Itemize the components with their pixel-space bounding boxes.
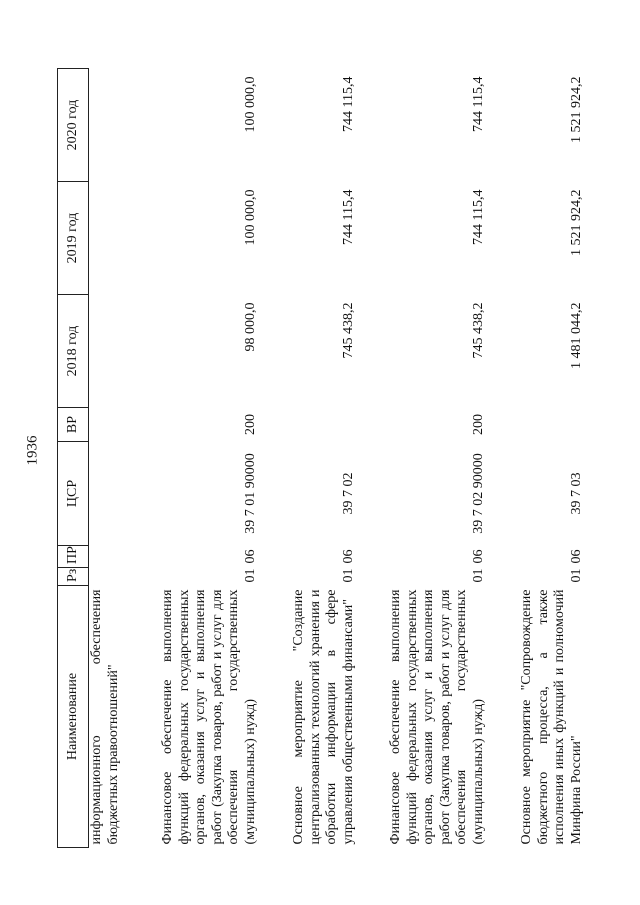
row-vr: [259, 408, 357, 442]
row-pr: 06: [340, 549, 356, 564]
header-2019: 2019 год: [58, 182, 89, 295]
row-2018: [89, 295, 130, 408]
row-2019: 1 521 924,2: [568, 189, 584, 256]
rotated-table-container: [57, 68, 587, 848]
row-rz: [89, 568, 130, 586]
row-name: информационного обеспечения бюджетных правоотношений": [89, 589, 121, 845]
table-row: [89, 69, 130, 848]
header-csr: ЦСР: [58, 442, 89, 546]
row-2018: 1 481 044,2: [568, 302, 584, 369]
row-2020: 1 521 924,2: [568, 76, 584, 143]
row-vr: [487, 408, 585, 442]
table-row: [487, 69, 585, 848]
page-number: 1936: [24, 435, 41, 466]
row-2018: 745 438,2: [340, 302, 356, 359]
row-2019: [89, 182, 130, 295]
table-header-row: [58, 69, 89, 848]
row-vr: 200: [470, 414, 486, 435]
row-vr: [89, 408, 130, 442]
row-name: Основное мероприятие "Создание централизованных технологий хранения и обработки информации в сфере управления общественными финансами": [291, 589, 356, 845]
row-2019: 744 115,4: [340, 189, 356, 245]
row-2020: [89, 69, 130, 182]
row-csr: 39 7 02: [340, 472, 356, 515]
table-row: [129, 69, 259, 848]
row-2018: 745 438,2: [470, 302, 486, 359]
row-name: Финансовое обеспечение выполнения функций федеральных государственных органов, оказания услуг и выполнения работ (Закупка товаров, работ и услуг для обеспечения государственных (муниципальных) нужд): [388, 589, 486, 845]
table-row: [357, 69, 487, 848]
row-name: Финансовое обеспечение выполнения функций федеральных государственных органов, оказания услуг и выполнения работ (Закупка товаров, работ и услуг для обеспечения государственных (муниципальных) нужд): [160, 589, 258, 845]
row-vr: 200: [242, 414, 258, 435]
header-2020: 2020 год: [58, 69, 89, 182]
row-pr: 06: [568, 549, 584, 564]
row-2020: 744 115,4: [470, 76, 486, 132]
header-rz: Рз: [58, 568, 89, 586]
row-rz: 01: [340, 568, 356, 583]
row-2020: 744 115,4: [340, 76, 356, 132]
table-row: [259, 69, 357, 848]
row-pr: [89, 546, 130, 568]
row-2018: 98 000,0: [242, 302, 258, 352]
header-pr: ПР: [58, 546, 89, 568]
row-name: Основное мероприятие "Сопровождение бюджетного процесса, а также исполнения иных функций и полномочий Минфина России": [519, 589, 584, 845]
row-rz: 01: [242, 568, 258, 583]
header-name: Наименование: [58, 586, 89, 848]
budget-table: [57, 68, 585, 848]
header-2018: 2018 год: [58, 295, 89, 408]
row-csr: 39 7 03: [568, 472, 584, 515]
row-rz: 01: [470, 568, 486, 583]
row-csr: 39 7 01 90000: [242, 453, 258, 534]
row-csr: 39 7 02 90000: [470, 453, 486, 534]
row-2019: 100 000,0: [242, 189, 258, 246]
row-pr: 06: [470, 549, 486, 564]
row-csr: [89, 442, 130, 546]
header-vr: ВР: [58, 408, 89, 442]
row-pr: 06: [242, 549, 258, 564]
row-2019: 744 115,4: [470, 189, 486, 245]
row-rz: 01: [568, 568, 584, 583]
row-2020: 100 000,0: [242, 76, 258, 133]
